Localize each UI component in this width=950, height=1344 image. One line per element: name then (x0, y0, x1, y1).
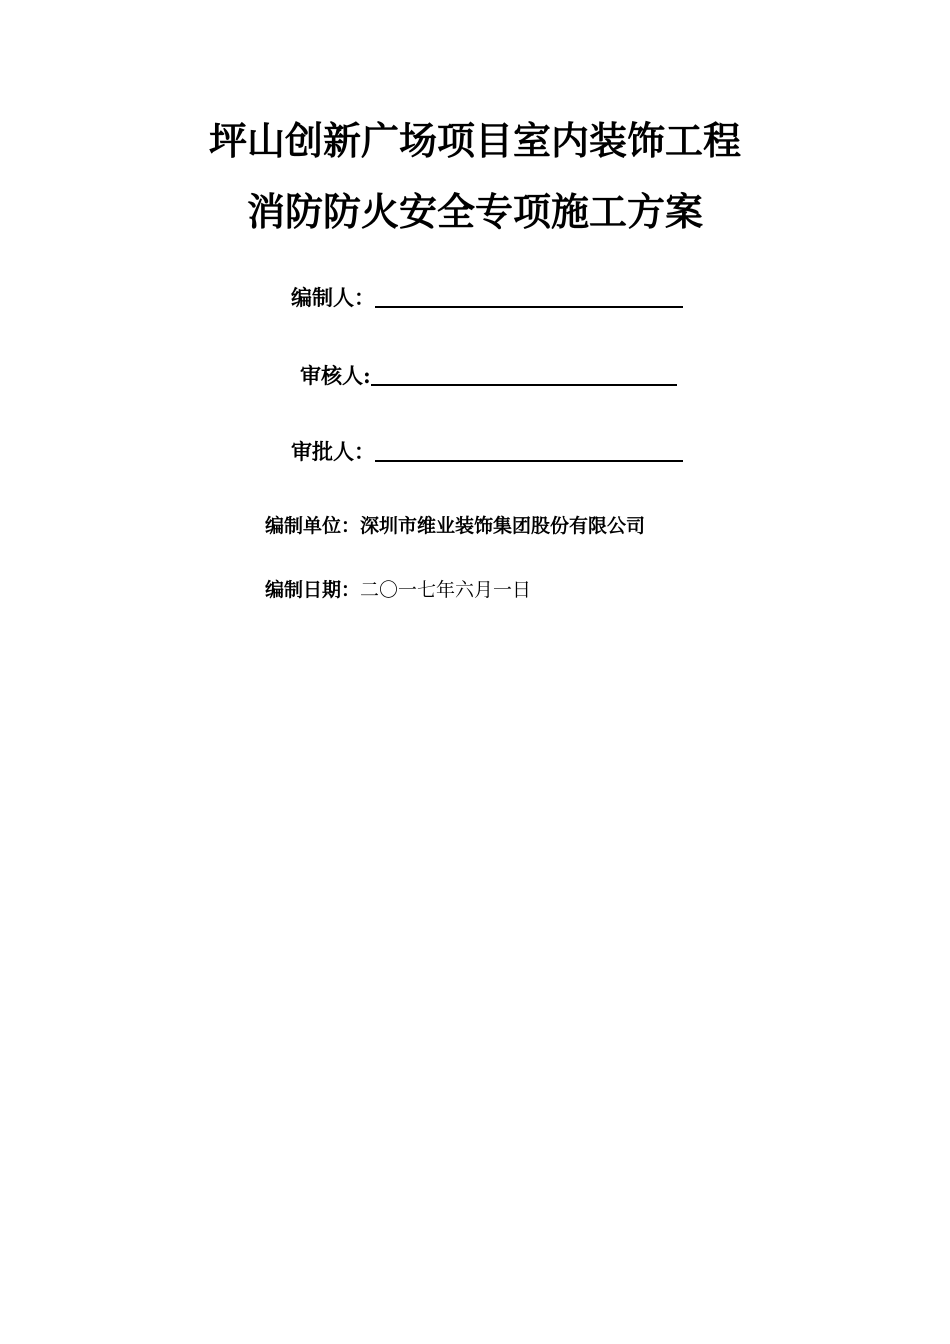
approver-signature-row (291, 434, 683, 466)
editor-label: 编制人： (291, 285, 375, 310)
reviewer-label: 审核人: (300, 363, 371, 388)
document-title-line-1: 坪山创新广场项目室内装饰工程 (208, 118, 741, 163)
document-title-line-2: 消防防火安全专项施工方案 (246, 189, 703, 234)
compiling-date-label: 编制日期： (265, 579, 361, 601)
editor-signature-line (375, 284, 683, 308)
compiling-unit-value: 深圳市维业装饰集团股份有限公司 (360, 515, 646, 537)
editor-signature-row (291, 280, 683, 312)
reviewer-signature-row (300, 358, 677, 390)
compiling-date-value: 二〇一七年六月一日 (360, 579, 532, 601)
compiling-unit-label: 编制单位： (265, 515, 361, 537)
reviewer-signature-line (371, 362, 677, 386)
compiling-date-row (265, 577, 531, 603)
approver-label: 审批人： (291, 439, 375, 464)
compiling-unit-row (265, 513, 645, 539)
approver-signature-line (375, 438, 683, 462)
